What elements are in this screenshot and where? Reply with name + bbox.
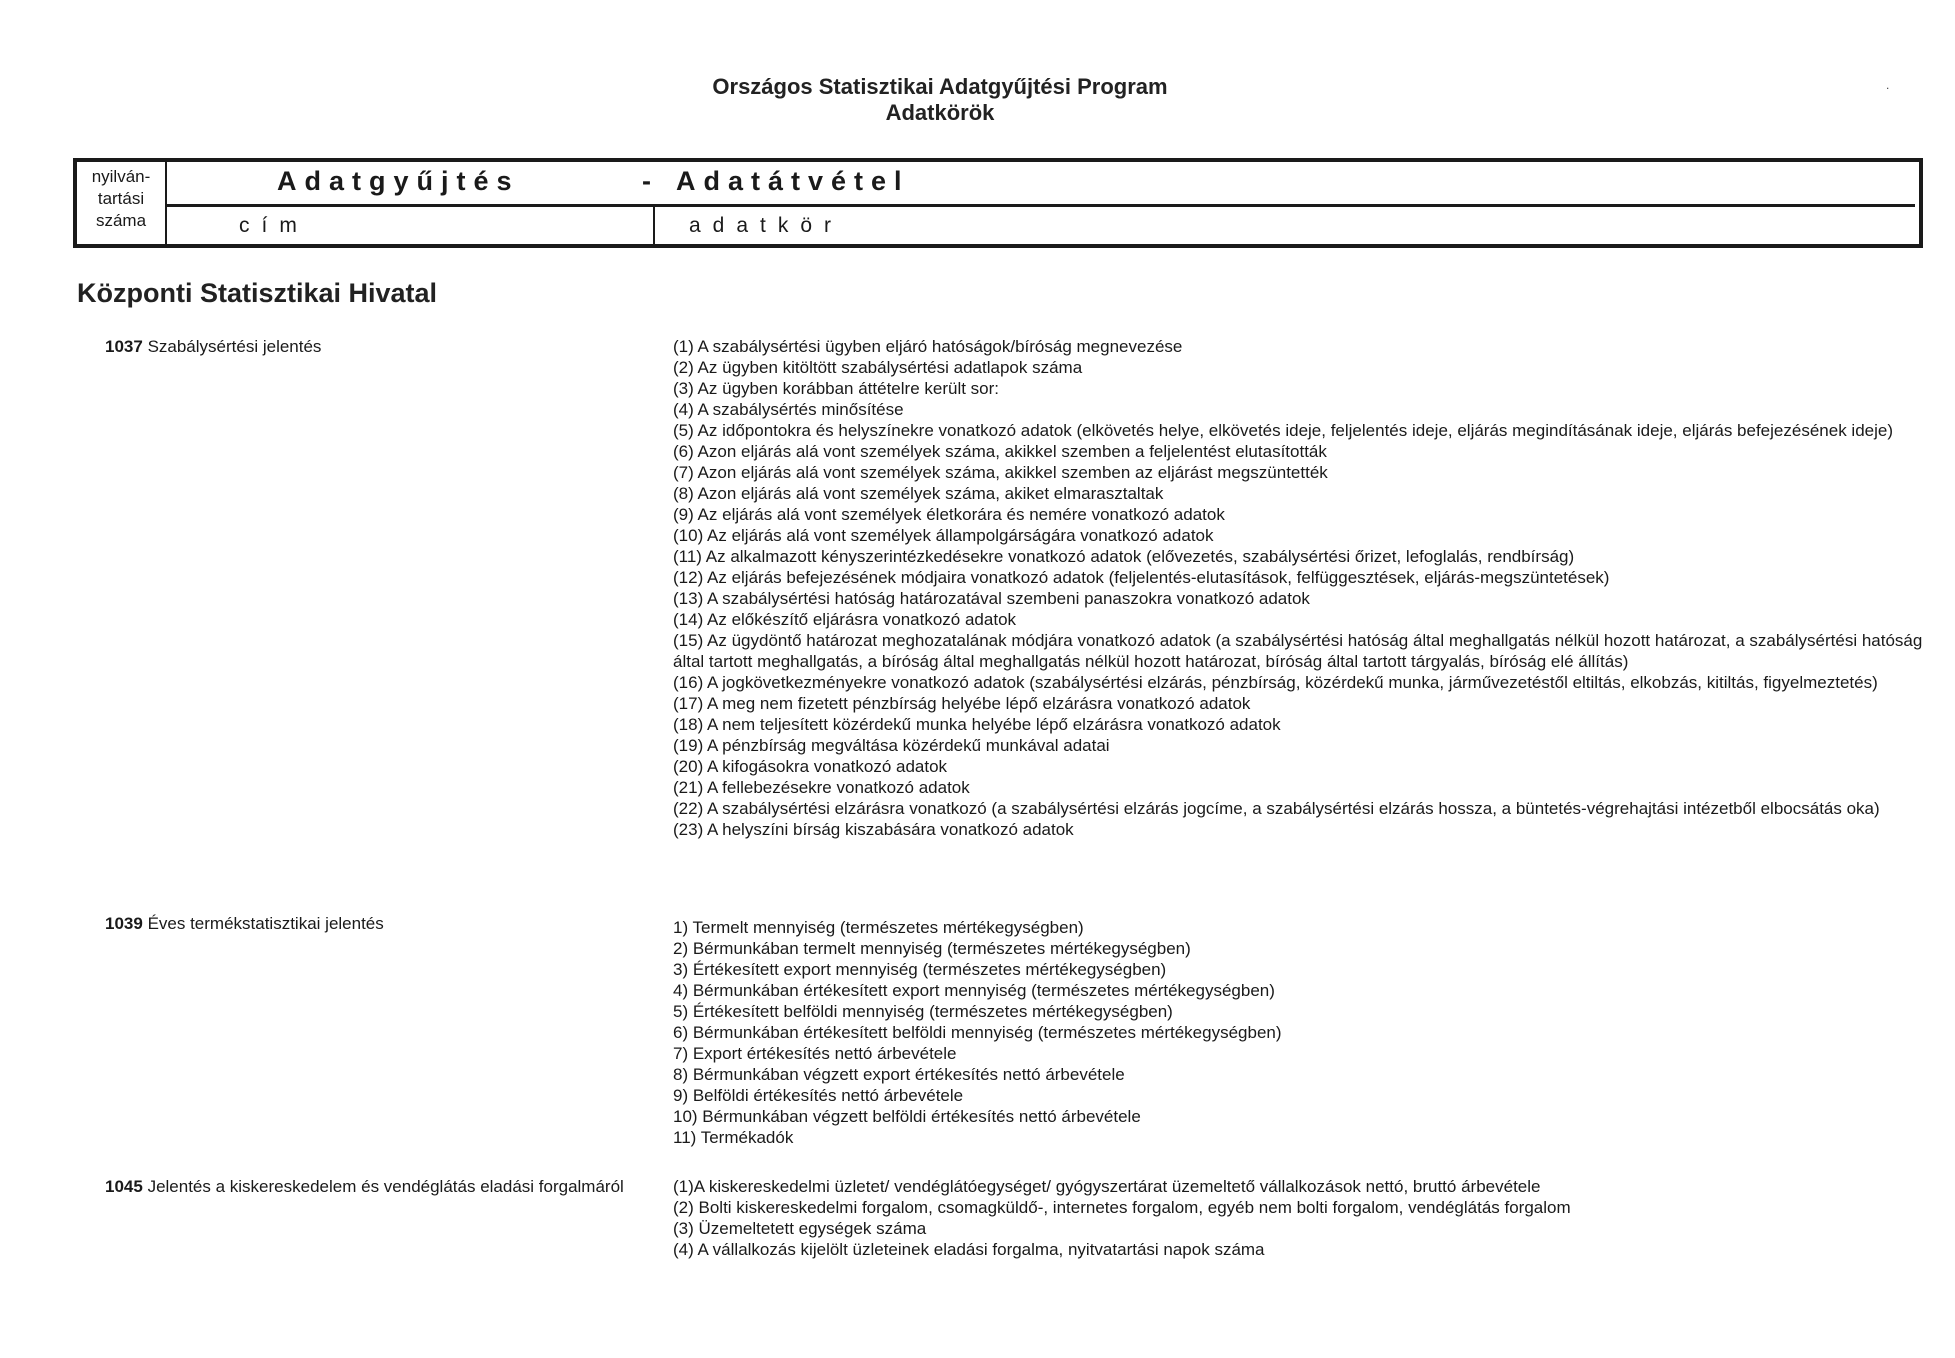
list-item: (1)A kiskereskedelmi üzletet/ vendéglátóegységet/ gyógyszertárat üzemeltető vállalkozások nettó, bruttó árbevétele (673, 1177, 1541, 1196)
entry-number: 1039 (105, 914, 143, 933)
registration-label-2: tartási (97, 189, 145, 208)
list-item: (10) Az eljárás alá vont személyek állampolgárságára vonatkozó adatok (673, 526, 1214, 545)
data-items-list (673, 917, 1923, 1148)
title-line-1: Országos Statisztikai Adatgyűjtési Program (712, 74, 1168, 99)
list-item: 9) Belföldi értékesítés nettó árbevétele (673, 1086, 964, 1105)
data-scope-heading: adatkör (689, 214, 844, 237)
list-item: (16) A jogkövetkezményekre vonatkozó adatok (szabálysértési elzárás, pénzbírság, közérdekű munka, járművezetéstől eltiltás, elkobzás, kitiltás, figyelmeztetés) (673, 673, 1878, 692)
list-item: (4) A vállalkozás kijelölt üzleteinek eladási forgalma, nyitvatartási napok száma (673, 1240, 1265, 1259)
entry-title: Jelentés a kiskereskedelem és vendéglátás eladási forgalmáról (147, 1177, 624, 1196)
column-header-table (73, 158, 1923, 248)
list-item: 11) Termékadók (673, 1128, 794, 1147)
entry-title: Éves termékstatisztikai jelentés (147, 914, 384, 933)
list-item: 5) Értékesített belföldi mennyiség (természetes mértékegységben) (673, 1002, 1173, 1021)
list-item: 6) Bérmunkában értékesített belföldi mennyiség (természetes mértékegységben) (673, 1023, 1282, 1042)
list-item: 1) Termelt mennyiség (természetes mértékegységben) (673, 918, 1084, 937)
list-item: (22) A szabálysértési elzárásra vonatkozó (a szabálysértési elzárás jogcíme, a szabálysértési elzárás hossza, a büntetés-végrehajtási intézetből elbocsátás oka) (673, 799, 1880, 818)
list-item: (9) Az eljárás alá vont személyek életkorára és nemére vonatkozó adatok (673, 505, 1225, 524)
header-divider-vertical-2 (653, 206, 655, 244)
list-item: 10) Bérmunkában végzett belföldi értékesítés nettó árbevétele (673, 1107, 1141, 1126)
list-item: 3) Értékesített export mennyiség (természetes mértékegységben) (673, 960, 1167, 979)
list-item: 4) Bérmunkában értékesített export mennyiség (természetes mértékegységben) (673, 981, 1275, 1000)
heading-dash: - (642, 166, 651, 196)
entry-number: 1037 (105, 337, 143, 356)
entry-label (105, 913, 384, 934)
collection-heading: Adatgyűjtés (277, 166, 520, 196)
list-item: 2) Bérmunkában termelt mennyiség (természetes mértékegységben) (673, 939, 1191, 958)
registration-number-header (77, 166, 165, 232)
corner-mark: . (1886, 78, 1890, 92)
list-item: (4) A szabálysértés minősítése (673, 400, 904, 419)
list-item: (8) Azon eljárás alá vont személyek száma, akiket elmarasztaltak (673, 484, 1164, 503)
agency-name: Központi Statisztikai Hivatal (77, 278, 438, 308)
data-items-list (673, 336, 1923, 840)
entry-label (105, 1176, 624, 1197)
list-item: (5) Az időpontokra és helyszínekre vonatkozó adatok (elkövetés helye, elkövetés ideje, feljelentés ideje, eljárás megindításának ideje, eljárás befejezésének ideje) (673, 421, 1893, 440)
list-item: (20) A kifogásokra vonatkozó adatok (673, 757, 948, 776)
list-item: (12) Az eljárás befejezésének módjaira vonatkozó adatok (feljelentés-elutasítások, felfüggesztések, eljárás-megszüntetések) (673, 568, 1610, 587)
data-items-list (673, 1176, 1923, 1260)
header-divider-vertical (165, 162, 167, 244)
list-item: (3) Az ügyben korábban áttételre került sor: (673, 379, 1000, 398)
registration-label-3: száma (95, 211, 147, 230)
list-item: (19) A pénzbírság megváltása közérdekű munkával adatai (673, 736, 1110, 755)
entry-label (105, 336, 321, 357)
title-line-2: Adatkörök (885, 100, 995, 125)
takeover-heading: Adatátvétel (676, 166, 910, 196)
entry-title: Szabálysértési jelentés (147, 337, 322, 356)
list-item: (14) Az előkészítő eljárásra vonatkozó adatok (673, 610, 1017, 629)
page-title (0, 74, 1880, 126)
list-item: (23) A helyszíni bírság kiszabására vonatkozó adatok (673, 820, 1074, 839)
list-item: (15) Az ügydöntő határozat meghozatalának módjára vonatkozó adatok (a szabálysértési hatóság által meghallgatás nélkül hozott határozat, a szabálysértési hatóság által tartott meghallgatás, a bíróság által meghallgatás nélkül hozott határozat, bíróság által tartott tárgyalás, bíróság elé állítás) (673, 631, 1923, 671)
address-heading: cím (239, 214, 309, 237)
list-item: 7) Export értékesítés nettó árbevétele (673, 1044, 957, 1063)
list-item: (18) A nem teljesített közérdekű munka helyébe lépő elzárásra vonatkozó adatok (673, 715, 1281, 734)
list-item: (2) Bolti kiskereskedelmi forgalom, csomagküldő-, internetes forgalom, egyéb nem bolti forgalom, vendéglátás forgalom (673, 1198, 1571, 1217)
list-item: 8) Bérmunkában végzett export értékesítés nettó árbevétele (673, 1065, 1125, 1084)
entry-number: 1045 (105, 1177, 143, 1196)
list-item: (7) Azon eljárás alá vont személyek száma, akikkel szemben az eljárást megszüntették (673, 463, 1328, 482)
list-item: (1) A szabálysértési ügyben eljáró hatóságok/bíróság megnevezése (673, 337, 1183, 356)
list-item: (6) Azon eljárás alá vont személyek száma, akikkel szemben a feljelentést elutasították (673, 442, 1327, 461)
list-item: (17) A meg nem fizetett pénzbírság helyébe lépő elzárásra vonatkozó adatok (673, 694, 1251, 713)
list-item: (3) Üzemeltetett egységek száma (673, 1219, 927, 1238)
list-item: (13) A szabálysértési hatóság határozatával szembeni panaszokra vonatkozó adatok (673, 589, 1310, 608)
registration-label-1: nyilván- (91, 167, 151, 186)
list-item: (21) A fellebezésekre vonatkozó adatok (673, 778, 970, 797)
header-divider-horizontal (165, 204, 1915, 207)
list-item: (11) Az alkalmazott kényszerintézkedésekre vonatkozó adatok (elővezetés, szabálysértési őrizet, lefoglalás, rendbírság) (673, 547, 1575, 566)
list-item: (2) Az ügyben kitöltött szabálysértési adatlapok száma (673, 358, 1083, 377)
